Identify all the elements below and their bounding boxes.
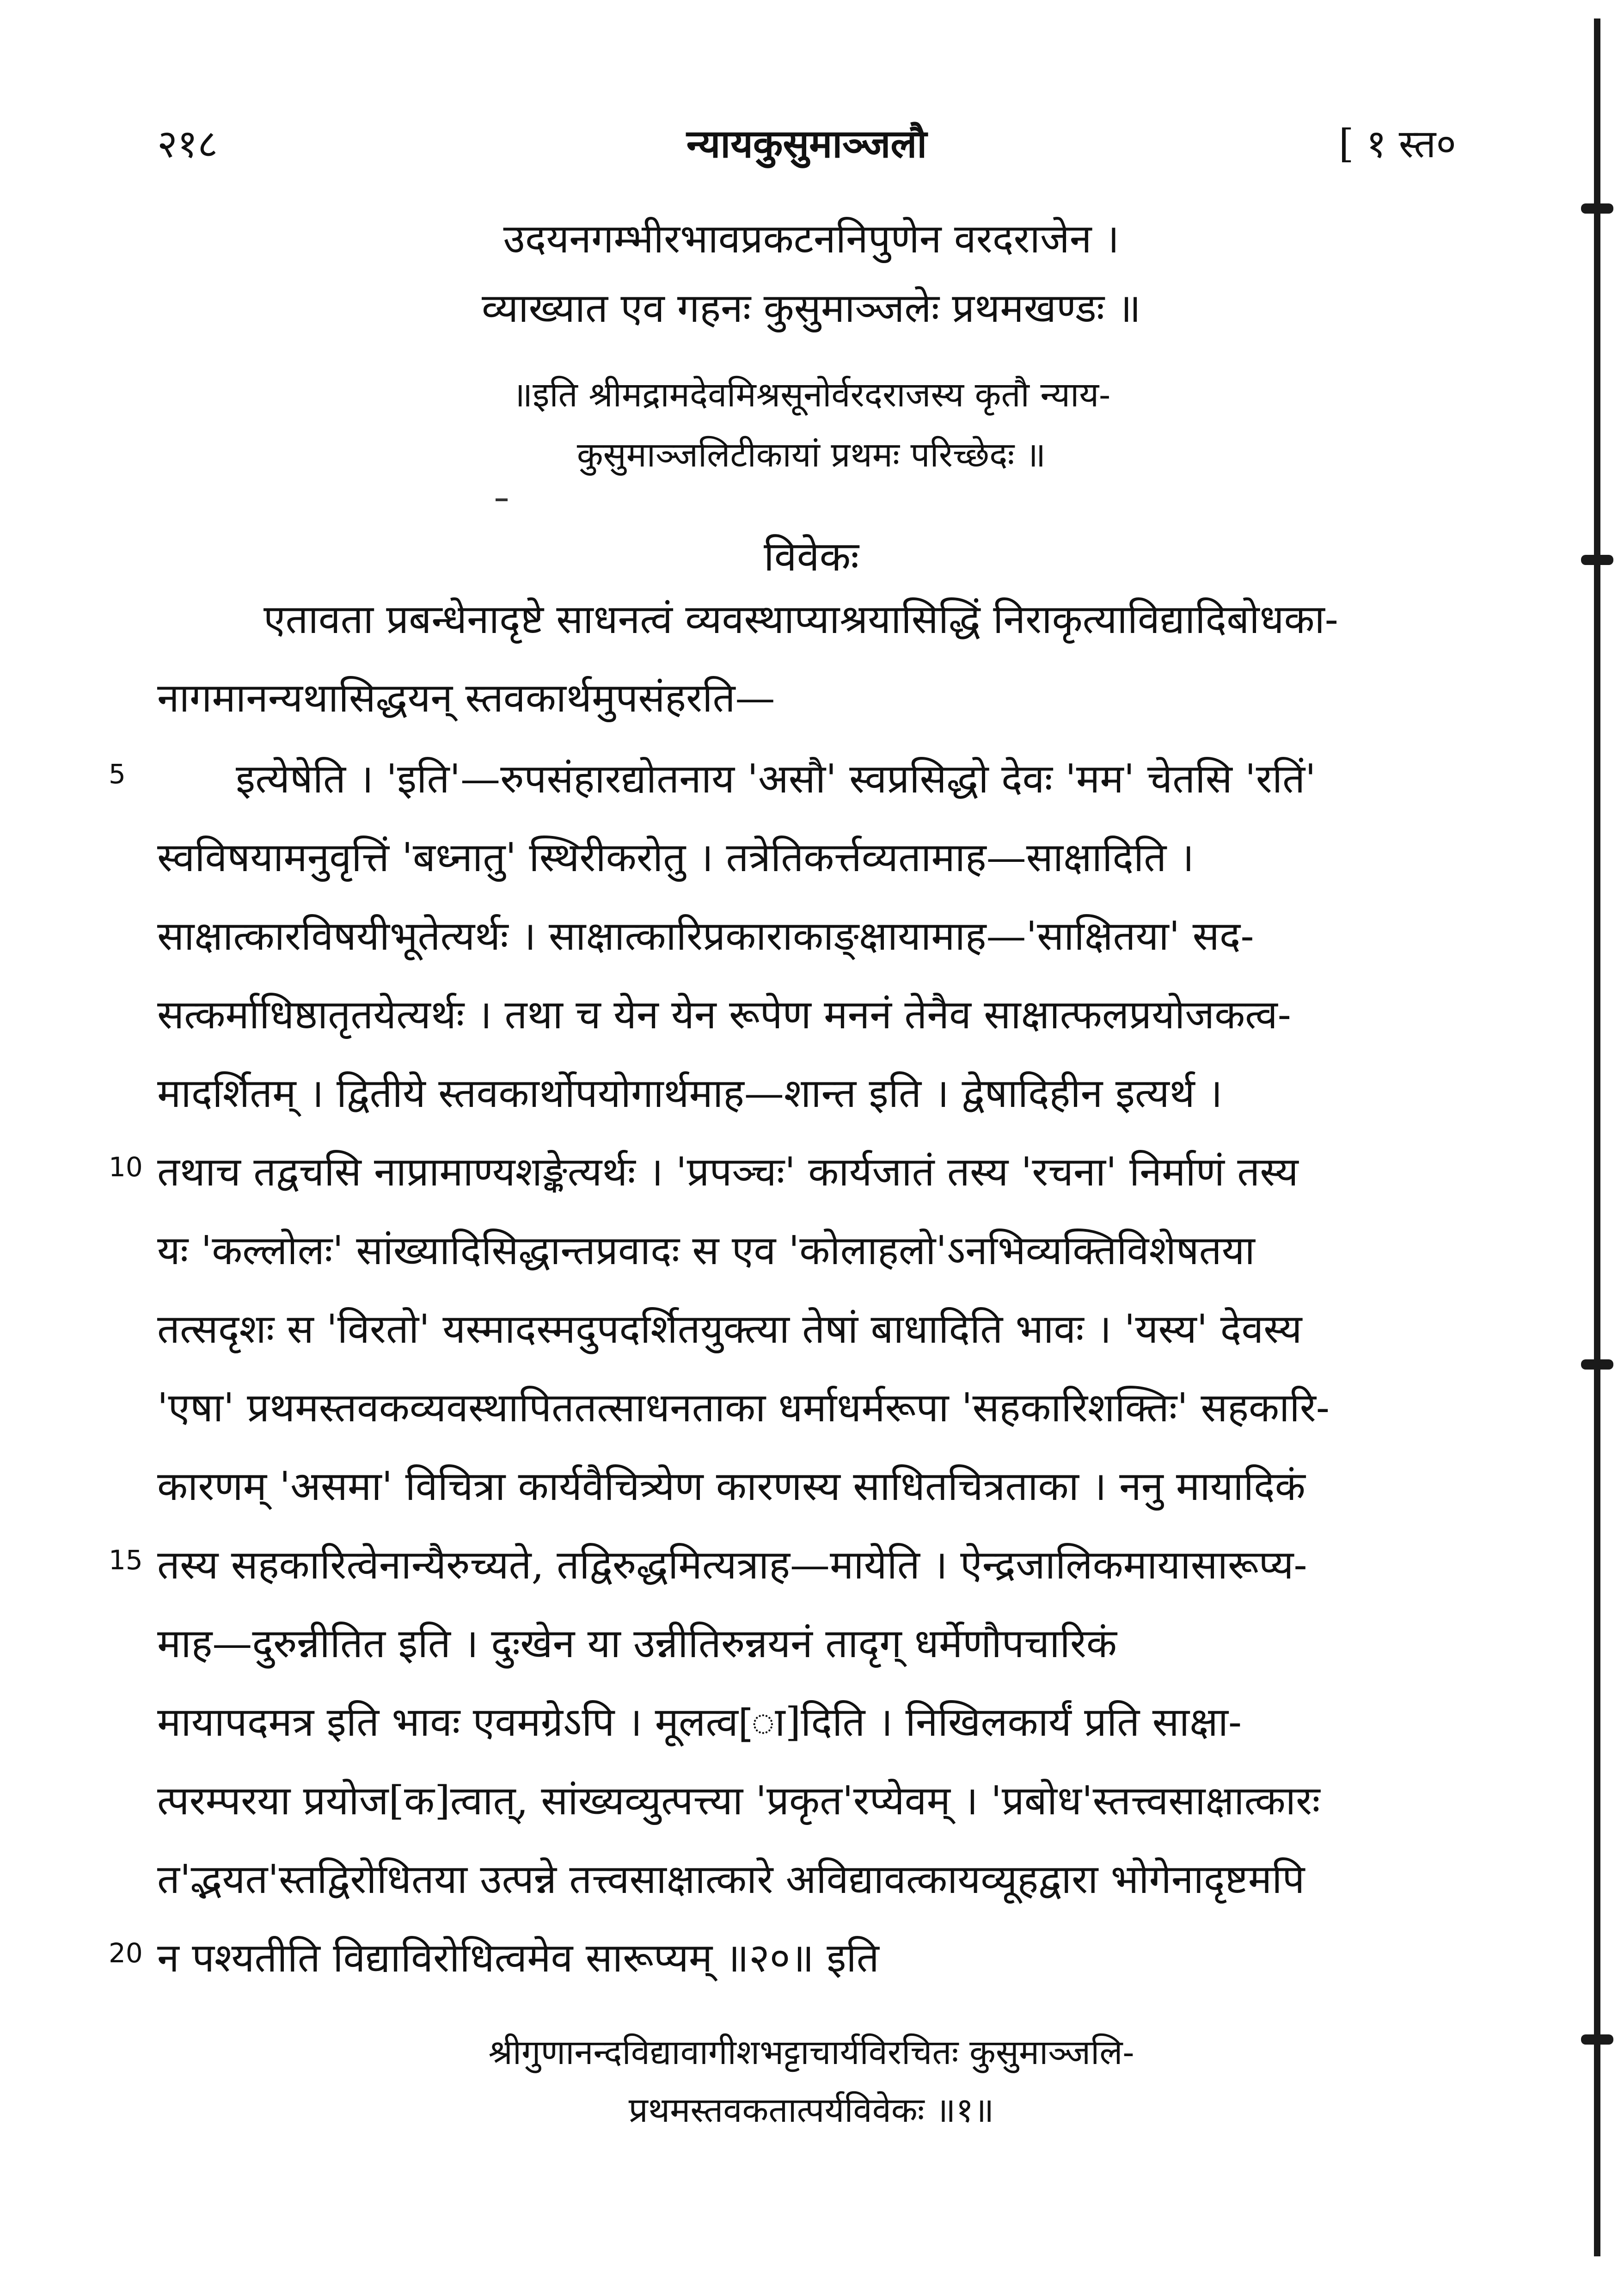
commentary-line: यः 'कल्लोलः' सांख्यादिसिद्धान्तप्रवादः स एव 'कोलाहलो'ऽनभिव्यक्तिविशेषतया: [157, 1228, 1255, 1274]
commentary-line: 'एषा' प्रथमस्तवकव्यवस्थापिततत्साधनताका धर्माधर्मरूपा 'सहकारिशक्तिः' सहकारि-: [157, 1385, 1330, 1431]
line-number: 20: [109, 1937, 143, 1969]
verse-line-1: उदयनगम्भीरभावप्रकटननिपुणेन वरदराजेन ।: [503, 216, 1120, 262]
intro-line: नागमानन्यथासिद्धयन् स्तवकार्थमुपसंहरति—: [157, 675, 775, 721]
commentary-line: तथाच तद्वचसि नाप्रामाण्यशङ्केत्यर्थः । 'प्रपञ्चः' कार्यजातं तस्य 'रचना' निर्माणं तस्य: [157, 1149, 1299, 1195]
line-number: 5: [109, 758, 126, 790]
commentary-line: स्वविषयामनुवृत्तिं 'बध्नातु' स्थिरीकरोतु । तत्रेतिकर्त्तव्यतामाह—साक्षादिति ।: [157, 835, 1195, 881]
commentary-line: त्परम्परया प्रयोज[क]त्वात्, सांख्यव्युत्पत्त्या 'प्रकृत'रप्येवम् । 'प्रबोध'स्तत्त्वसाक्षात्कारः: [157, 1778, 1320, 1824]
verse-line-2: व्याख्यात एव गहनः कुसुमाञ्जलेः प्रथमखण्डः ॥: [481, 285, 1141, 332]
commentary-line: मादर्शितम् । द्वितीये स्तवकार्थोपयोगार्थमाह—शान्त इति । द्वेषादिहीन इत्यर्थ ।: [157, 1070, 1223, 1117]
closing-colophon-line-2: प्रथमस्तवकतात्पर्यविवेकः ॥१॥: [628, 2090, 994, 2130]
page-number: २१८: [157, 121, 218, 166]
commentary-line: माह—दुरुन्नीतित इति । दुःखेन या उन्नीतिरुन्नयनं तादृग् धर्मेणौपचारिकं: [157, 1621, 1117, 1667]
running-title: न्यायकुसुमाञ्जलौ: [686, 121, 927, 166]
colophon-line-1: ॥इति श्रीमद्रामदेवमिश्रसूनोर्वरदराजस्य कृतौ न्याय-: [512, 375, 1111, 415]
commentary-line: सत्कर्माधिष्ठातृतयेत्यर्थः । तथा च येन येन रूपेण मननं तेनैव साक्षात्फलप्रयोजकत्व-: [157, 992, 1291, 1038]
commentary-line: कारणम् 'असमा' विचित्रा कार्यवैचित्र्येण कारणस्य साधितचित्रताका । ननु मायादिकं: [157, 1463, 1305, 1510]
binding-tick: [1581, 203, 1613, 214]
intro-paragraph: [157, 580, 1465, 737]
binding-tick: [1581, 2034, 1613, 2045]
page-header: [157, 116, 1456, 180]
commentary-line: मायापदमत्र इति भावः एवमग्रेऽपि । मूलत्व[ा]दिति । निखिलकार्यं प्रति साक्षा-: [157, 1699, 1242, 1745]
commentary-line: तस्य सहकारित्वेनान्यैरुच्यते, तद्विरुद्धमित्यत्राह—मायेति । ऐन्द्रजालिकमायासारूप्य-: [157, 1542, 1307, 1588]
binding-tick: [1581, 555, 1613, 565]
line-number: 10: [109, 1151, 143, 1183]
ornament-dash: [496, 498, 508, 501]
binding-edge: [1594, 18, 1600, 2256]
commentary-line: न पश्यतीति विद्याविरोधित्वमेव सारूप्यम् ॥२०॥ इति: [157, 1935, 879, 1981]
commentary-line: तत्सदृशः स 'विरतो' यस्मादस्मदुपदर्शितयुक्त्या तेषां बाधादिति भावः । 'यस्य' देवस्य: [157, 1306, 1302, 1352]
intro-line: एतावता प्रबन्धेनादृष्टे साधनत्वं व्यवस्थाप्याश्रयासिद्धिं निराकृत्याविद्यादिबोधका-: [264, 596, 1338, 643]
commentary-line: साक्षात्कारविषयीभूतेत्यर्थः । साक्षात्कारिप्रकाराकाङ्क्षायामाह—'साक्षितया' सद-: [157, 913, 1254, 959]
commentary-line: त'द्भयत'स्तद्विरोधितया उत्पन्ने तत्त्वसाक्षात्कारे अविद्यावत्कायव्यूहद्वारा भोगेनादृष्टमपि: [157, 1856, 1305, 1903]
closing-colophon-line-1: श्रीगुणानन्दविद्यावागीशभट्टाचार्यविरचितः कुसुमाञ्जलि-: [488, 2033, 1134, 2072]
binding-tick: [1581, 1359, 1613, 1370]
line-number: 15: [109, 1544, 143, 1576]
colophon-line-2: कुसुमाञ्जलिटीकायां प्रथमः परिच्छेदः ॥: [576, 435, 1046, 475]
commentary-paragraph: [157, 740, 1465, 1997]
commentary-line: इत्येषेति । 'इति'—रुपसंहारद्योतनाय 'असौ' स्वप्रसिद्धो देवः 'मम' चेतसि 'रतिं': [236, 756, 1316, 802]
section-mark: [ १ स्त०: [1338, 121, 1456, 166]
section-heading: विवेकः: [763, 533, 859, 580]
